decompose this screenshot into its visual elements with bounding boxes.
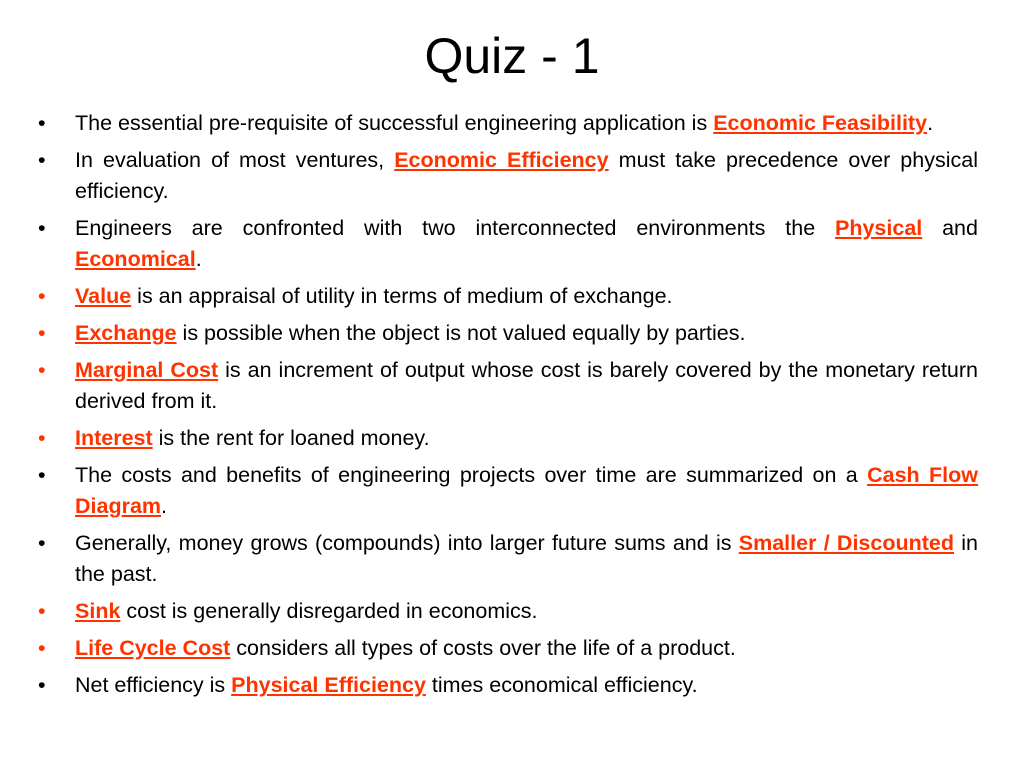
highlighted-term: Economical bbox=[75, 247, 196, 271]
text-run: is possible when the object is not valued equally by parties. bbox=[176, 321, 746, 345]
highlighted-term: Physical Efficiency bbox=[231, 673, 426, 697]
bullet-text bbox=[75, 284, 673, 308]
text-run: is the rent for loaned money. bbox=[152, 426, 430, 450]
text-run: is an appraisal of utility in terms of medium of exchange. bbox=[131, 284, 673, 308]
text-run: in the past. bbox=[75, 531, 978, 586]
text-run: . bbox=[161, 494, 168, 518]
bullet-item bbox=[38, 528, 978, 590]
text-run: Engineers are confronted with two interconnected environments the bbox=[75, 216, 835, 240]
highlighted-term: Economic Feasibility bbox=[713, 111, 928, 135]
highlighted-term: Smaller / Discounted bbox=[738, 531, 954, 555]
bullet-marker: • bbox=[38, 216, 46, 240]
bullet-marker: • bbox=[38, 426, 46, 450]
text-run: is an increment of output whose cost is barely covered by the monetary return derived from it. bbox=[75, 358, 978, 413]
bullet-item bbox=[38, 318, 978, 349]
bullet-item bbox=[38, 108, 978, 139]
bullet-text bbox=[75, 426, 430, 450]
bullet-list bbox=[38, 108, 978, 707]
bullet-marker: • bbox=[38, 599, 46, 623]
bullet-marker: • bbox=[38, 673, 46, 697]
bullet-marker: • bbox=[38, 148, 46, 172]
highlighted-term: Interest bbox=[75, 426, 153, 450]
highlighted-term: Marginal Cost bbox=[75, 358, 219, 382]
bullet-item bbox=[38, 423, 978, 454]
bullet-text bbox=[75, 358, 978, 413]
text-run: In evaluation of most ventures, bbox=[75, 148, 395, 172]
text-run: . bbox=[195, 247, 202, 271]
highlighted-term: Value bbox=[75, 284, 132, 308]
bullet-marker: • bbox=[38, 111, 46, 135]
bullet-item bbox=[38, 355, 978, 417]
bullet-item bbox=[38, 596, 978, 627]
text-run: considers all types of costs over the life of a product. bbox=[230, 636, 736, 660]
highlighted-term: Physical bbox=[835, 216, 923, 240]
bullet-text bbox=[75, 111, 933, 135]
bullet-marker: • bbox=[38, 358, 46, 382]
bullet-marker: • bbox=[38, 531, 46, 555]
text-run: cost is generally disregarded in economics. bbox=[120, 599, 538, 623]
bullet-marker: • bbox=[38, 284, 46, 308]
text-run: The essential pre-requisite of successful engineering application is bbox=[75, 111, 714, 135]
highlighted-term: Life Cycle Cost bbox=[75, 636, 231, 660]
bullet-text bbox=[75, 636, 736, 660]
highlighted-term: Cash Flow Diagram bbox=[75, 463, 978, 518]
text-run: . bbox=[927, 111, 934, 135]
bullet-item bbox=[38, 460, 978, 522]
bullet-text bbox=[75, 599, 537, 623]
highlighted-term: Exchange bbox=[75, 321, 177, 345]
bullet-text bbox=[75, 321, 745, 345]
highlighted-term: Sink bbox=[75, 599, 121, 623]
bullet-item bbox=[38, 213, 978, 275]
bullet-text bbox=[75, 148, 978, 203]
bullet-item bbox=[38, 281, 978, 312]
bullet-item bbox=[38, 670, 978, 701]
bullet-text bbox=[75, 673, 698, 697]
bullet-text bbox=[75, 216, 978, 271]
bullet-marker: • bbox=[38, 321, 46, 345]
text-run: Net efficiency is bbox=[75, 673, 232, 697]
bullet-item bbox=[38, 145, 978, 207]
bullet-item bbox=[38, 633, 978, 664]
text-run: and bbox=[922, 216, 978, 240]
bullet-marker: • bbox=[38, 636, 46, 660]
text-run: must take precedence over physical efficiency. bbox=[75, 148, 978, 203]
bullet-text bbox=[75, 531, 978, 586]
slide-title: Quiz - 1 bbox=[424, 28, 600, 84]
highlighted-term: Economic Efficiency bbox=[394, 148, 609, 172]
text-run: Generally, money grows (compounds) into larger future sums and is bbox=[75, 531, 739, 555]
text-run: The costs and benefits of engineering projects over time are summarized on a bbox=[75, 463, 868, 487]
bullet-marker: • bbox=[38, 463, 46, 487]
text-run: times economical efficiency. bbox=[425, 673, 698, 697]
bullet-text bbox=[75, 463, 978, 518]
